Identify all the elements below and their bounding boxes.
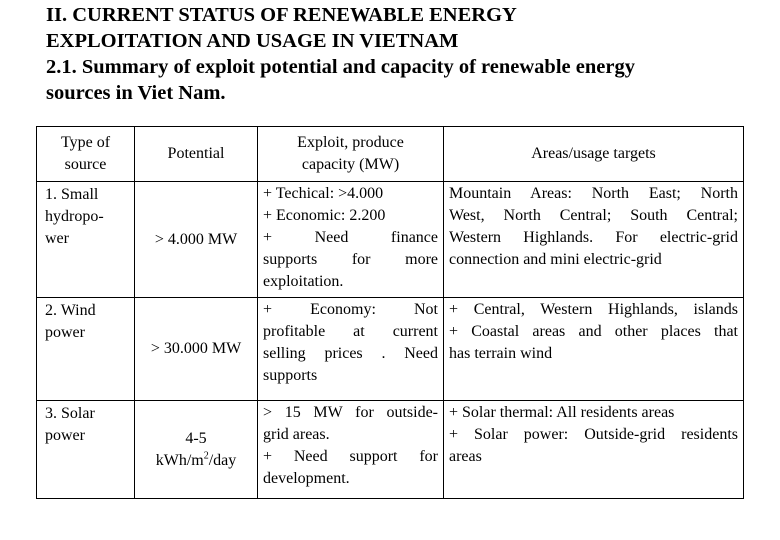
cell-exploit: > 15 MW for outside- grid areas. + Need support for development. [258,401,444,499]
heading-line-3: 2.1. Summary of exploit potential and capacity of renewable energy [46,56,635,78]
header-type-of-source: Type of source [37,127,135,182]
cell-areas: Mountain Areas: North East; North West, North Central; South Central; Western Highlands. For electric-grid connection and mini electric-grid [444,182,744,298]
table-row [37,401,744,499]
header-potential: Potential [135,127,258,182]
header-exploit-capacity: Exploit, produce capacity (MW) [258,127,444,182]
cell-type: 3. Solar power [37,401,135,499]
heading-line-4: sources in Viet Nam. [46,82,226,104]
cell-exploit: + Economy: Not profitable at current selling prices . Need supports [258,298,444,401]
cell-potential: > 4.000 MW [135,182,258,298]
cell-areas: + Central, Western Highlands, islands + Coastal areas and other places that has terrain wind [444,298,744,401]
heading-line-2: EXPLOITATION AND USAGE IN VIETNAM [46,30,459,52]
cell-areas: + Solar thermal: All residents areas + Solar power: Outside-grid residents areas [444,401,744,499]
table-header-row [37,127,744,182]
renewable-energy-table [36,126,744,499]
cell-type: 2. Wind power [37,298,135,401]
table-row [37,298,744,401]
table-row [37,182,744,298]
header-areas-usage-targets: Areas/usage targets [444,127,744,182]
heading-line-1: II. CURRENT STATUS OF RENEWABLE ENERGY [46,4,517,26]
cell-potential: 4-5 kWh/$m^2$/day [135,401,258,499]
cell-potential: > 30.000 MW [135,298,258,401]
cell-type: 1. Small hydropo- wer [37,182,135,298]
cell-exploit: + Techical: >4.000 + Economic: 2.200 + Need finance supports for more exploitation. [258,182,444,298]
page-heading [46,2,766,106]
